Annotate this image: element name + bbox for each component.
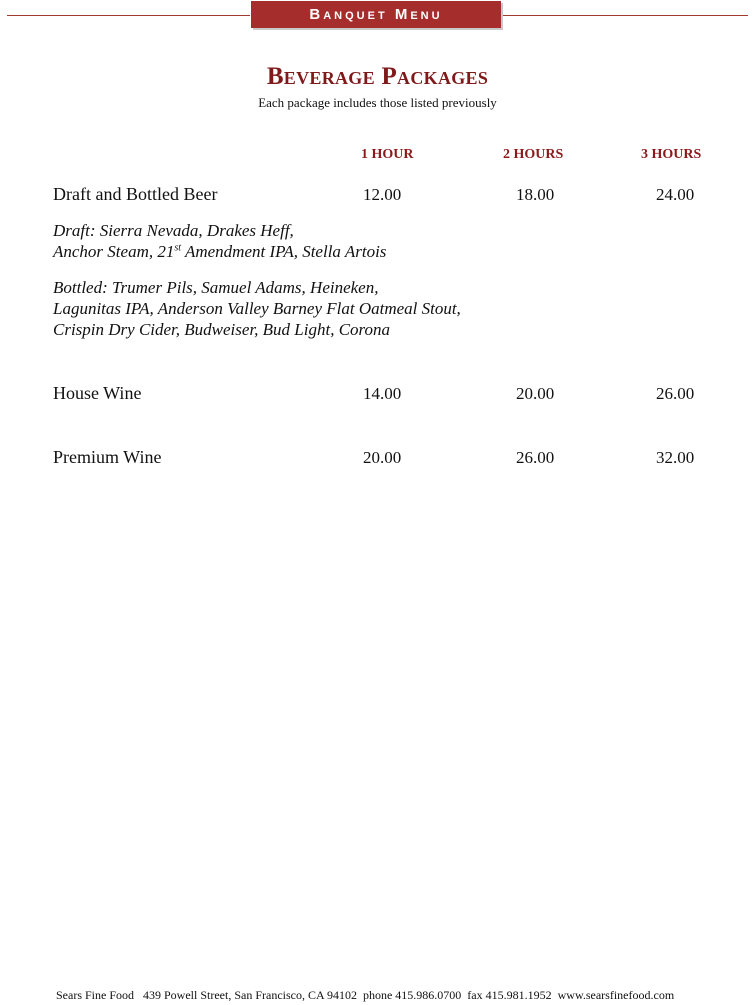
- page-subtitle: Each package includes those listed previously: [258, 95, 497, 110]
- package-name-premium-wine: Premium Wine: [53, 447, 162, 467]
- banner-title: Banquet Menu: [309, 6, 443, 23]
- footer-contact: Sears Fine Food 439 Powell Street, San Francisco, CA 94102 phone 415.986.0700 fax 415.981.1952 www.searsfinefood.com: [56, 988, 675, 1002]
- price-house-wine-1-hour: 14.00: [363, 384, 402, 403]
- draft-ordinal-suffix: st: [174, 242, 182, 254]
- header-rule-left: [7, 15, 250, 16]
- bottled-line-1: Bottled: Trumer Pils, Samuel Adams, Heineken,: [53, 278, 379, 297]
- column-header-2-hours: 2 HOURS: [503, 147, 564, 162]
- draft-line-2: [53, 241, 386, 262]
- price-premium-wine-1-hour: 20.00: [363, 448, 402, 467]
- draft-beer-list: [53, 220, 386, 262]
- price-premium-wine-3-hours: 32.00: [656, 448, 695, 467]
- price-beer-2-hours: 18.00: [516, 185, 555, 204]
- bottled-beer-list: [53, 277, 461, 340]
- page-title: Beverage Packages: [266, 63, 489, 90]
- draft-line-1: Draft: Sierra Nevada, Drakes Heff,: [53, 221, 294, 240]
- price-house-wine-2-hours: 20.00: [516, 384, 555, 403]
- price-beer-3-hours: 24.00: [656, 185, 695, 204]
- package-name-beer: Draft and Bottled Beer: [53, 184, 218, 204]
- bottled-line-2: Lagunitas IPA, Anderson Valley Barney Flat Oatmeal Stout,: [53, 299, 461, 318]
- draft-line-2-start: Anchor Steam, 21: [53, 242, 175, 261]
- column-header-3-hours: 3 HOURS: [641, 147, 702, 162]
- package-name-house-wine: House Wine: [53, 383, 142, 403]
- column-header-1-hour: 1 HOUR: [361, 147, 414, 162]
- bottled-line-3: Crispin Dry Cider, Budweiser, Bud Light, Corona: [53, 320, 391, 339]
- header-rule-right: [503, 15, 748, 16]
- price-beer-1-hour: 12.00: [363, 185, 402, 204]
- draft-line-2-end: Amendment IPA, Stella Artois: [181, 242, 387, 261]
- price-house-wine-3-hours: 26.00: [656, 384, 695, 403]
- banner: [251, 1, 501, 28]
- price-premium-wine-2-hours: 26.00: [516, 448, 555, 467]
